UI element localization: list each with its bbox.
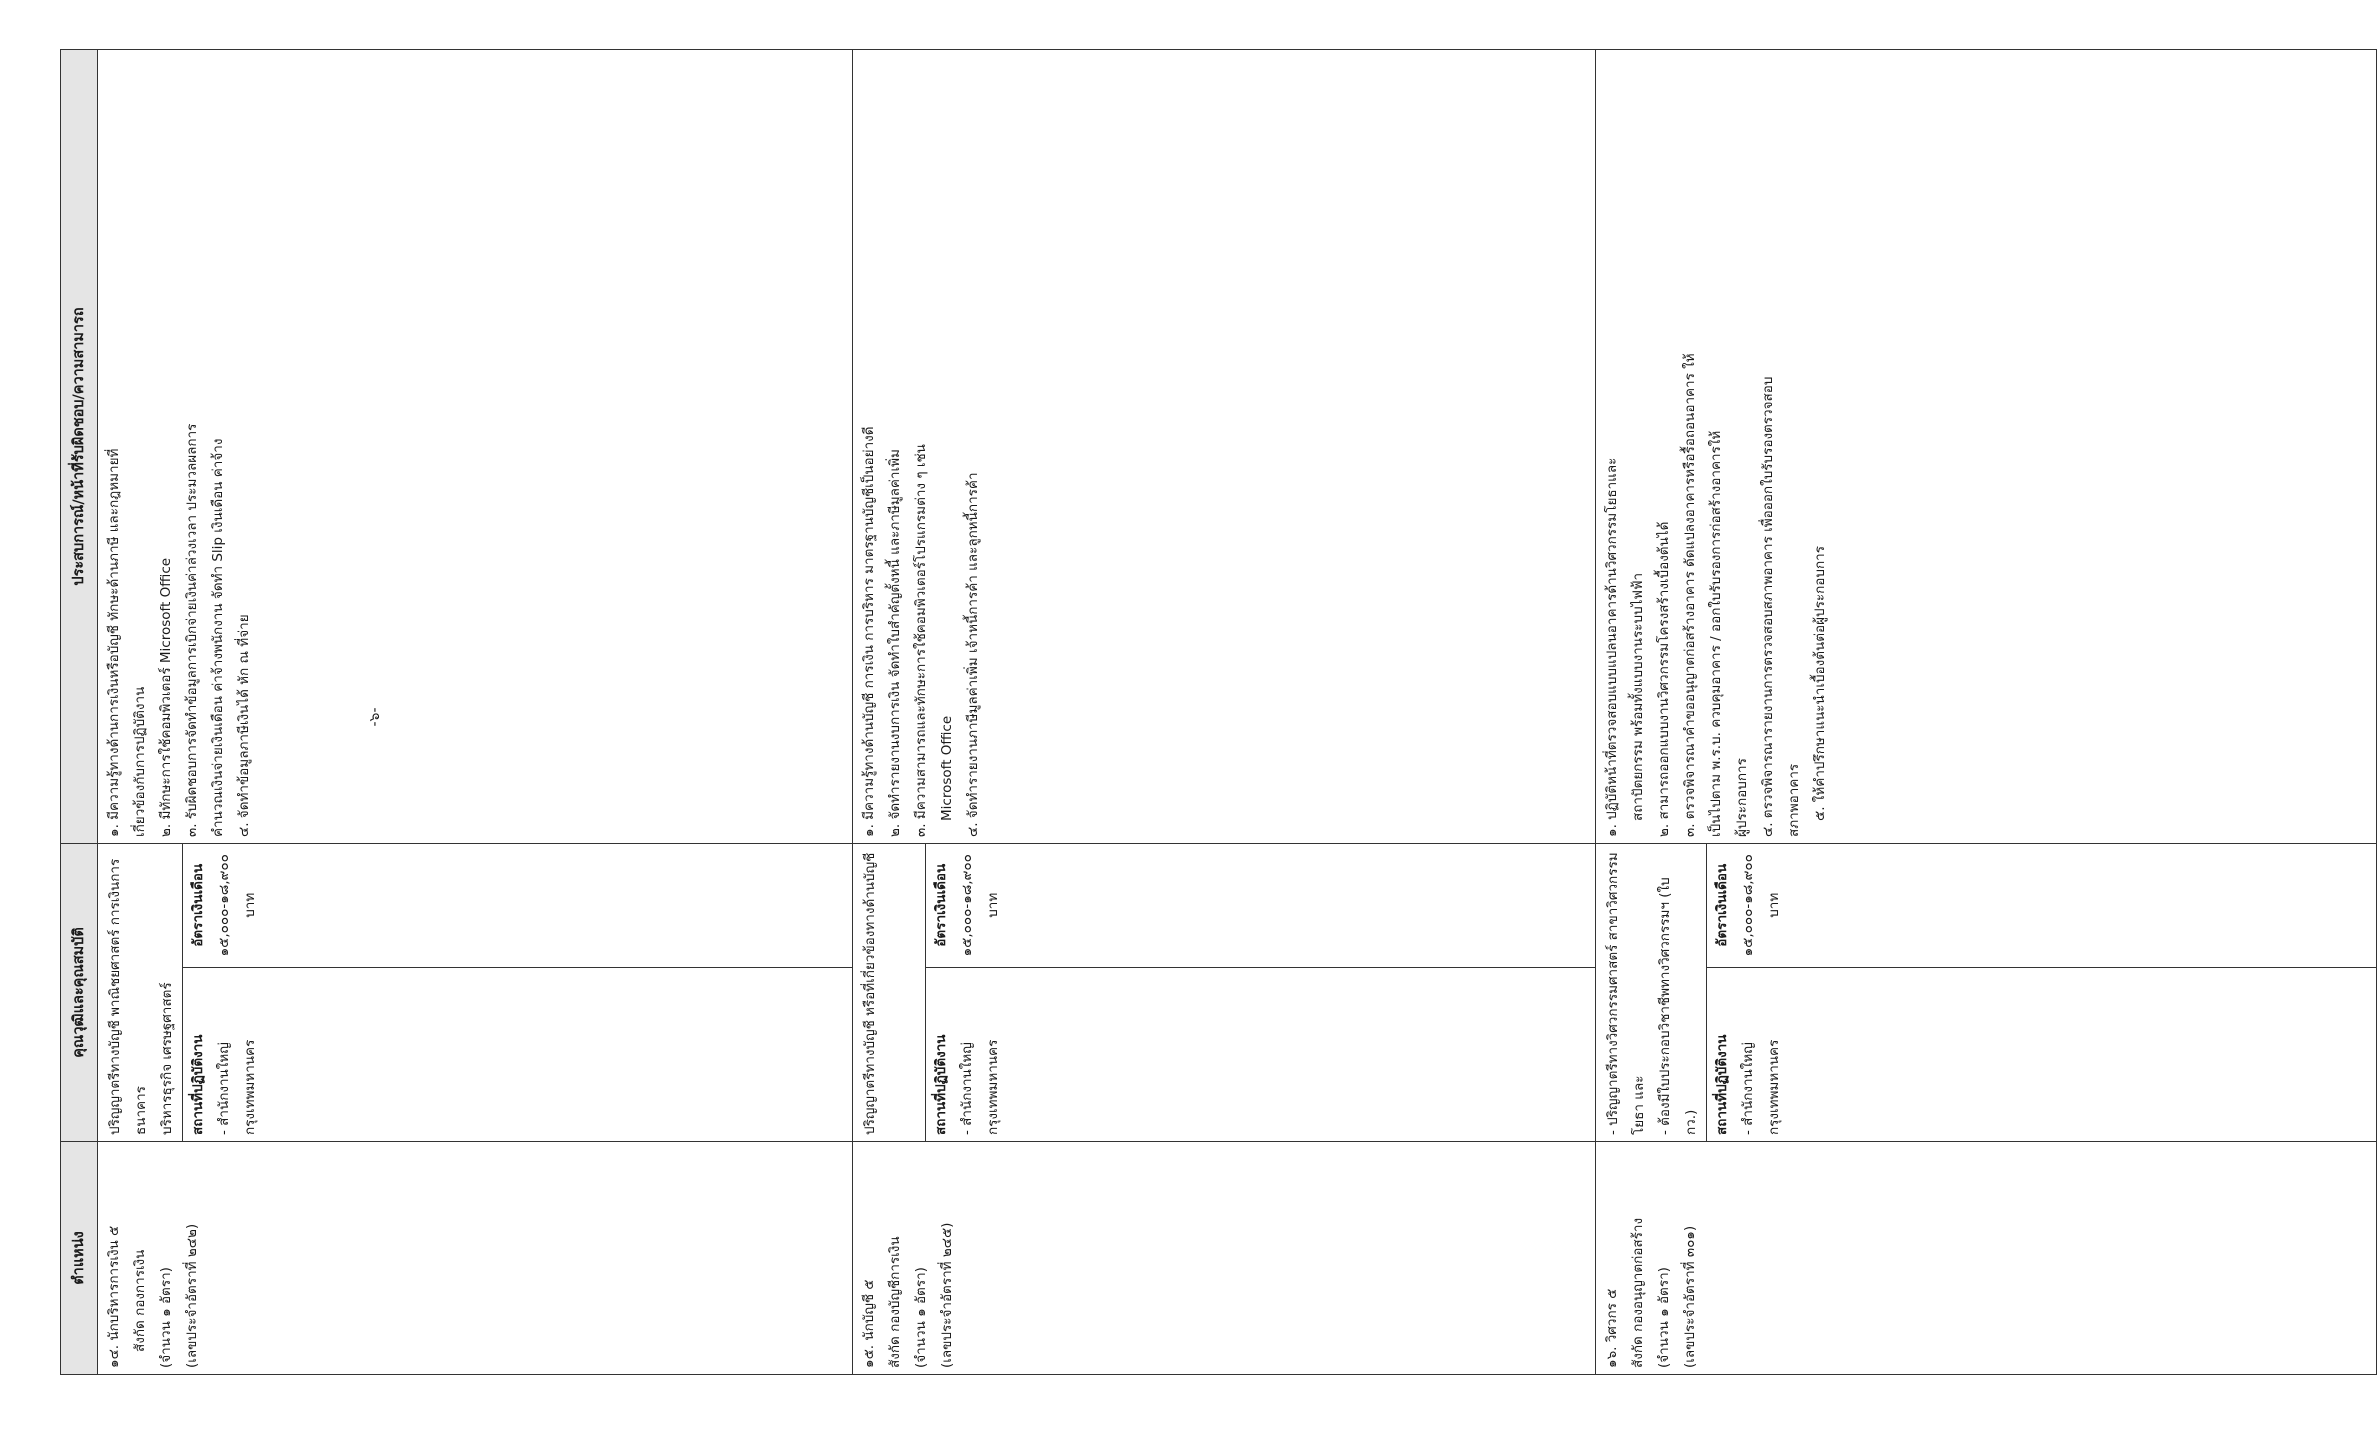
salary-value: ๑๕,๐๐๐-๑๘,๙๐๐ บาท — [1740, 854, 1782, 957]
qualification-cell — [98, 844, 853, 1142]
responsibility-line: ๔. จัดทำข้อมูลภาษีเงินได้ หัก ณ ที่จ่าย — [236, 614, 252, 837]
responsibility-line: ๑. มีความรู้ทางด้านการเงินหรือบัญชี ทักษะด้านภาษี และกฎหมายที่ — [106, 448, 122, 837]
job-table — [60, 49, 2377, 1375]
salary-label: อัตราเงินเดือน — [190, 863, 206, 947]
workplace-salary-table — [182, 843, 852, 1141]
position-count: (จำนวน ๑ อัตรา) — [158, 1267, 174, 1368]
responsibility-line: ๓. มีความสามารถและทักษะการใช้คอมพิวเตอร์โปรแกรมต่าง ๆ เช่น — [913, 444, 929, 837]
responsibility-line: สภาพอาคาร — [1786, 763, 1802, 837]
responsibility-line: ๑. ปฏิบัติหน้าที่ตรวจสอบแบบแปลนอาคารด้านวิศวกรรมโยธาและ — [1604, 457, 1620, 837]
rotated-table-wrapper — [60, 50, 1828, 1375]
table-row — [98, 50, 853, 1375]
salary-cell — [926, 843, 1596, 968]
table-row — [853, 50, 1596, 1375]
responsibility-cell — [98, 50, 853, 844]
responsibility-line: ๔. ตรวจพิจารณารายงานการตรวจสอบสภาพอาคาร เพื่อออกใบรับรองตรวจสอบ — [1760, 376, 1776, 837]
responsibility-line: เกี่ยวข้องกับการปฏิบัติงาน — [132, 686, 148, 837]
page-number: -๖- — [367, 707, 383, 727]
workplace-salary-table — [925, 843, 1595, 1141]
header-responsibility: ประสบการณ์/หน้าที่รับผิดชอบ/ความสามารถ — [61, 50, 98, 844]
position-cell — [1596, 1142, 2377, 1375]
position-number: (เลขประจำอัตราที่ ๒๔๕) — [939, 1222, 955, 1368]
header-position: ตำแหน่ง — [61, 1142, 98, 1375]
workplace-cell — [183, 968, 853, 1141]
qualification-line: ปริญญาตรีทางบัญชี พาณิชยศาสตร์ การเงินการธนาคาร — [107, 858, 149, 1135]
position-division: สังกัด กองอนุญาตก่อสร้าง — [1630, 1217, 1646, 1368]
header-row — [61, 50, 98, 1375]
salary-label: อัตราเงินเดือน — [933, 863, 949, 947]
responsibility-line: ๔. จัดทำรายงานภาษีมูลค่าเพิ่ม เจ้าหนี้การค้า และลูกหนี้การค้า — [965, 472, 981, 837]
responsibility-line: Microsoft Office — [939, 715, 955, 821]
responsibility-line: ๑. มีความรู้ทางด้านบัญชี การเงิน การบริหาร มาตรฐานบัญชีเป็นอย่างดี — [861, 426, 877, 837]
position-cell — [98, 1142, 853, 1375]
workplace-value: - สำนักงานใหญ่กรุงเทพมหานคร — [959, 1039, 1001, 1135]
responsibility-line: ๓. รับผิดชอบการจัดทำข้อมูลการเบิกจ่ายเงินค่าล่วงเวลา ประมวลผลการ — [184, 423, 200, 837]
responsibility-line: ๒. สามารถออกแบบงานวิศวกรรมโครงสร้างเบื้องต้นได้ — [1656, 521, 1672, 837]
workplace-value: - สำนักงานใหญ่กรุงเทพมหานคร — [216, 1039, 258, 1135]
table-row — [1596, 50, 2377, 1375]
responsibility-line: ผู้ประกอบการ — [1734, 758, 1750, 837]
qualification-line: บริหารธุรกิจ เศรษฐศาสตร์ — [159, 982, 175, 1135]
position-count: (จำนวน ๑ อัตรา) — [913, 1267, 929, 1368]
qualification-cell — [1596, 844, 2377, 1142]
responsibility-line: ๒. มีทักษะการใช้คอมพิวเตอร์ Microsoft Office — [158, 557, 174, 837]
qualification-line: - ต้องมีใบประกอบวิชาชีพทางวิศวกรรมฯ (ใบ กว.) — [1657, 877, 1699, 1135]
qualification-line: ปริญญาตรีทางบัญชี หรือที่เกี่ยวข้องทางด้านบัญชี — [862, 852, 878, 1135]
workplace-value: - สำนักงานใหญ่กรุงเทพมหานคร — [1740, 1039, 1782, 1135]
position-number: (เลขประจำอัตราที่ ๒๔๒) — [184, 1223, 200, 1368]
qualification-line: - ปริญญาตรีทางวิศวกรรมศาสตร์ สาขาวิศวกรรมโยธา และ — [1605, 852, 1647, 1135]
position-count: (จำนวน ๑ อัตรา) — [1656, 1267, 1672, 1368]
position-division: สังกัด กองบัญชีการเงิน — [887, 1236, 903, 1368]
responsibility-cell — [853, 50, 1596, 844]
workplace-salary-table — [1706, 843, 2376, 1141]
position-division: สังกัด กองการเงิน — [132, 1249, 148, 1352]
header-qualification: คุณวุฒิและคุณสมบัติ — [61, 844, 98, 1142]
position-title: ๑๖. วิศวกร ๕ — [1604, 1288, 1620, 1368]
workplace-label: สถานที่ปฏิบัติงาน — [190, 1034, 206, 1135]
responsibility-line: สถาปัตยกรรม พร้อมทั้งแบบงานระบบไฟฟ้า — [1630, 572, 1646, 821]
position-title: ๑๕. นักบัญชี ๕ — [861, 1279, 877, 1368]
qualification-cell — [853, 844, 1596, 1142]
salary-value: ๑๕,๐๐๐-๑๘,๙๐๐ บาท — [959, 854, 1001, 957]
responsibility-cell — [1596, 50, 2377, 844]
salary-label: อัตราเงินเดือน — [1714, 863, 1730, 947]
responsibility-line: เป็นไปตาม พ.ร.บ. ควบคุมอาคาร / ออกใบรับรองการก่อสร้างอาคารให้ — [1708, 430, 1724, 837]
salary-cell — [183, 843, 853, 968]
position-title: ๑๔. นักบริหารการเงิน ๕ — [106, 1225, 122, 1368]
responsibility-line: ๓. ตรวจพิจารณาคำขออนุญาตก่อสร้างอาคาร ดัดแปลงอาคารหรือรื้อถอนอาคาร ให้ — [1682, 353, 1698, 837]
workplace-cell — [1707, 968, 2377, 1141]
workplace-label: สถานที่ปฏิบัติงาน — [933, 1034, 949, 1135]
salary-cell — [1707, 843, 2377, 968]
position-cell — [853, 1142, 1596, 1375]
workplace-cell — [926, 968, 1596, 1141]
responsibility-line: ๕. ให้คำปรึกษาแนะนำเบื้องต้นต่อผู้ประกอบการ — [1812, 546, 1828, 821]
position-number: (เลขประจำอัตราที่ ๓๐๑) — [1682, 1225, 1698, 1368]
responsibility-line: ๒. จัดทำรายงานงบการเงิน จัดทำใบสำคัญตั้งหนี้ และภาษีมูลค่าเพิ่ม — [887, 449, 903, 837]
salary-value: ๑๕,๐๐๐-๑๘,๙๐๐ บาท — [216, 854, 258, 957]
workplace-label: สถานที่ปฏิบัติงาน — [1714, 1034, 1730, 1135]
responsibility-line: คำนวณเงินจ่ายเงินเดือน ค่าจ้างพนักงาน จัดทำ Slip เงินเดือน ค่าจ้าง — [210, 438, 226, 837]
